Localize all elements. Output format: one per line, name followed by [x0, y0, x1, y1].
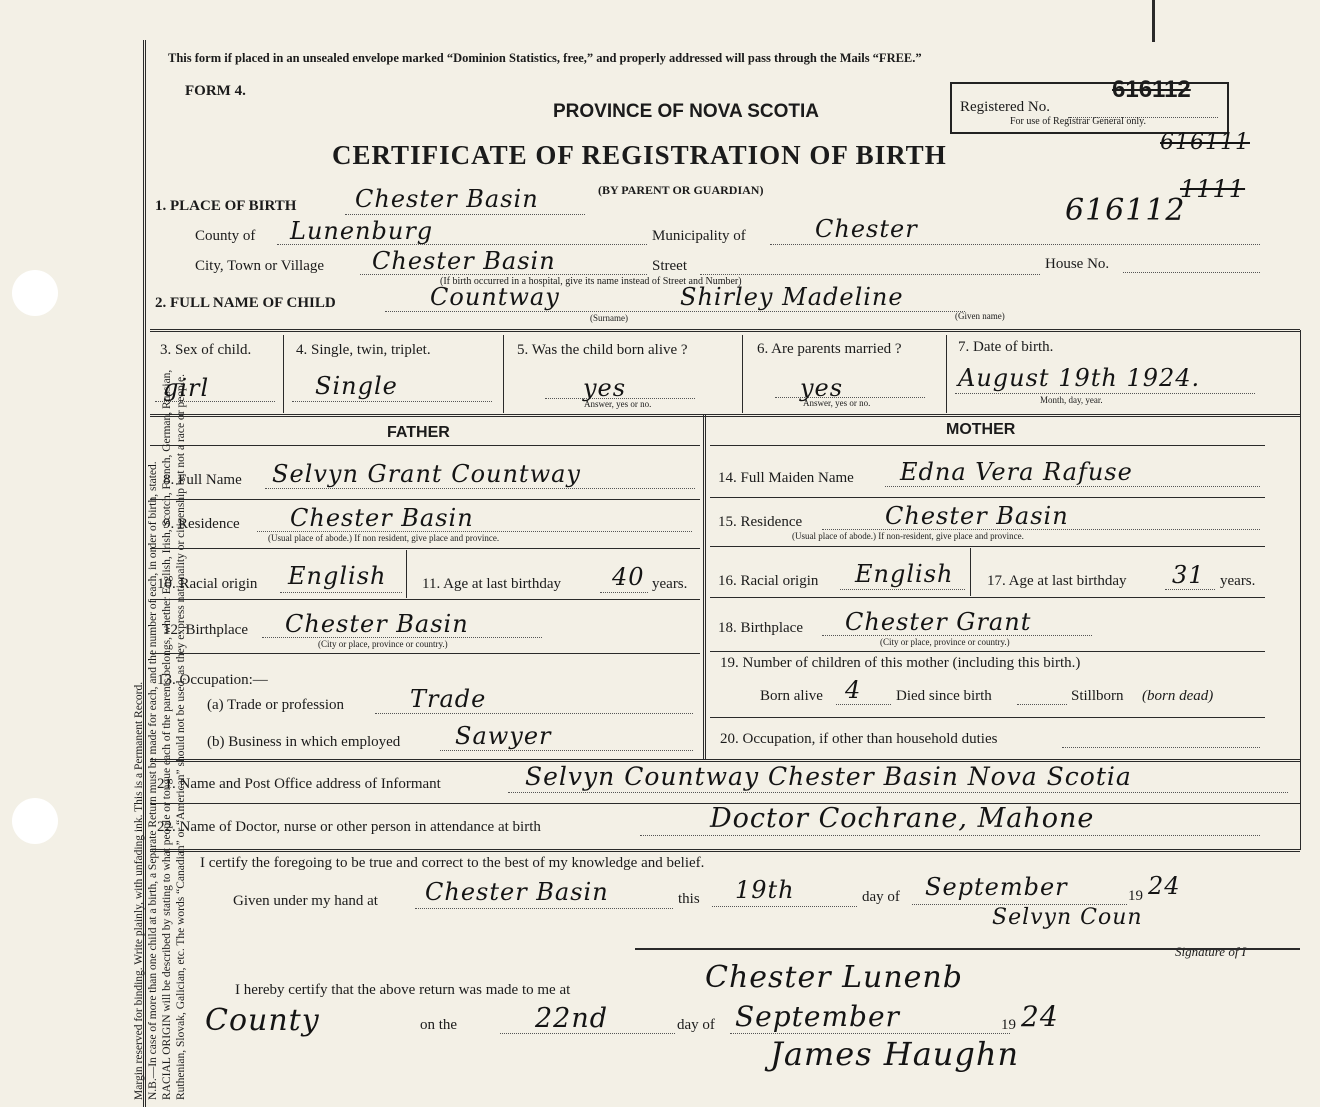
stamp-number-struck: 1111: [1180, 175, 1246, 203]
surname-value: Countway: [430, 283, 560, 311]
mother-name-label: 14. Full Maiden Name: [718, 470, 854, 486]
mother-children-label: 19. Number of children of this mother (including this birth.): [720, 655, 1081, 671]
father-heading: FATHER: [387, 424, 450, 441]
mail-note: This form if placed in an unsealed envelope marked “Dominion Statistics, free,” and properly addressed will pass through the Mails “FREE.”: [168, 51, 922, 65]
father-birthplace-label: 12. Birthplace: [163, 622, 248, 638]
registrar-statement: I hereby certify that the above return was made to me at: [235, 982, 571, 998]
form-number: FORM 4.: [185, 83, 246, 99]
province-heading: PROVINCE OF NOVA SCOTIA: [553, 101, 820, 122]
surname-caption: (Surname): [590, 313, 628, 323]
place-of-birth-label: 1. PLACE OF BIRTH: [155, 198, 297, 214]
given-place-value: Chester Basin: [425, 878, 609, 906]
doctor-value: Doctor Cochrane, Mahone: [710, 803, 1095, 834]
side-note-multiple-births: N.B.—In case of more than one child at a birth, a Separate Return must be made for each, and the number of each, in order of birth, stated.: [147, 461, 159, 1100]
father-race-label: 10. Racial origin: [157, 576, 258, 592]
center-divider: [703, 414, 706, 759]
mother-race-value: English: [855, 560, 954, 588]
registrar-place-value: Chester Lunenb: [705, 960, 963, 995]
city-label: City, Town or Village: [195, 258, 325, 274]
certify-year-prefix: 19: [1128, 888, 1143, 904]
municipality-label: Municipality of: [652, 228, 746, 244]
county-label: County of: [195, 228, 256, 244]
mother-age-value: 31: [1172, 561, 1205, 589]
trade-value: Trade: [410, 685, 487, 713]
stamp-number-main: 616112: [1065, 193, 1186, 228]
pen-stroke: [1152, 0, 1155, 42]
born-alive-label: 5. Was the child born alive ?: [517, 342, 688, 358]
father-age-years: years.: [652, 576, 688, 592]
side-note-racial-origin: RACIAL ORIGIN will be described by stating to what people or tongue each of the parents belongs, whether English, Irish, Scotch, French, German, Russian,: [161, 369, 173, 1100]
business-value: Sawyer: [455, 722, 552, 750]
informant-value: Selvyn Countway Chester Basin Nova Scotia: [525, 762, 1132, 791]
father-residence-value: Chester Basin: [290, 504, 474, 532]
sex-label: 3. Sex of child.: [160, 342, 252, 358]
certify-day-of-label: day of: [862, 889, 900, 905]
child-name-label: 2. FULL NAME OF CHILD: [155, 295, 336, 311]
registrar-year-value: 24: [1021, 1000, 1059, 1033]
certify-year-value: 24: [1148, 872, 1181, 900]
mother-age-label: 17. Age at last birthday: [987, 573, 1127, 589]
father-race-value: English: [288, 562, 387, 590]
signature-caption: Signature of I: [1175, 944, 1247, 959]
father-residence-label: 9. Residence: [163, 516, 240, 532]
registrar-note: For use of Registrar General only.: [1010, 116, 1146, 127]
certify-day-value: 19th: [735, 876, 795, 904]
left-border: [143, 40, 146, 1107]
mother-occupation-label: 20. Occupation, if other than household duties: [720, 731, 998, 747]
this-label: this: [678, 891, 700, 907]
plurality-label: 4. Single, twin, triplet.: [296, 342, 431, 358]
house-number-label: House No.: [1045, 256, 1110, 272]
trade-label: (a) Trade or profession: [207, 697, 345, 713]
informant-label: 21. Name and Post Office address of Informant: [157, 776, 441, 792]
occupation-label: 13. Occupation:—: [157, 672, 268, 688]
given-name-caption: (Given name): [955, 311, 1005, 321]
registrar-day-of-label: day of: [677, 1017, 715, 1033]
stamp-number-top: 616111: [1160, 130, 1250, 155]
registrar-year-prefix: 19: [1001, 1017, 1016, 1033]
page-title: CERTIFICATE OF REGISTRATION OF BIRTH: [332, 140, 947, 170]
father-age-label: 11. Age at last birthday: [422, 576, 561, 592]
registered-label: Registered No.: [960, 99, 1050, 115]
informant-signature: Selvyn Coun: [992, 905, 1143, 930]
dob-value: August 19th 1924.: [958, 364, 1201, 392]
registrar-county-value: County: [205, 1003, 320, 1038]
county-value: Lunenburg: [290, 217, 434, 245]
married-value: yes: [800, 374, 844, 402]
mother-residence-caption: (Usual place of abode.) If non-resident, give place and province.: [792, 531, 1024, 541]
certify-month-value: September: [925, 873, 1068, 901]
dob-label: 7. Date of birth.: [958, 339, 1054, 355]
doctor-label: 22. Name of Doctor, nurse or other person in attendance at birth: [157, 819, 541, 835]
dob-caption: Month, day, year.: [1040, 395, 1103, 405]
mother-name-value: Edna Vera Rafuse: [900, 458, 1133, 486]
married-caption: Answer, yes or no.: [803, 398, 871, 408]
side-note-racial-origin-cont: Ruthenian, Slovak, Galician, etc. The words “Canadian” or “American” should not be used, as they express nationality or citizenship but not a race or people.: [175, 374, 187, 1100]
married-label: 6. Are parents married ?: [757, 341, 902, 357]
father-age-value: 40: [612, 563, 645, 591]
mother-age-years: years.: [1220, 573, 1256, 589]
street-label: Street: [652, 258, 687, 274]
born-alive-value: yes: [583, 374, 627, 402]
father-birthplace-caption: (City or place, province or country.): [318, 639, 448, 649]
father-birthplace-value: Chester Basin: [285, 610, 469, 638]
father-name-value: Selvyn Grant Countway: [272, 460, 581, 488]
mother-birthplace-caption: (City or place, province or country.): [880, 637, 1010, 647]
registered-value: 616112: [1112, 76, 1191, 103]
born-alive-caption: Answer, yes or no.: [584, 399, 652, 409]
father-name-label: 8. Full Name: [163, 472, 242, 488]
mother-race-label: 16. Racial origin: [718, 573, 819, 589]
died-since-birth-label: Died since birth: [896, 688, 992, 704]
right-border: [1300, 330, 1301, 850]
binding-hole-top: [12, 270, 58, 316]
business-label: (b) Business in which employed: [207, 734, 401, 750]
plurality-value: Single: [315, 372, 398, 400]
father-residence-caption: (Usual place of abode.) If non resident, give place and province.: [268, 533, 500, 543]
given-under-hand-label: Given under my hand at: [233, 893, 378, 909]
side-note-binding: Margin reserved for binding. Write plainly, with unfading ink. This is a Permanent Record.: [133, 681, 145, 1100]
given-name-value: Shirley Madeline: [680, 283, 904, 311]
certify-statement: I certify the foregoing to be true and correct to the best of my knowledge and belief.: [200, 855, 705, 871]
stillborn-caption: (born dead): [1142, 688, 1214, 704]
registrar-signature: James Haughn: [770, 1035, 1020, 1073]
sex-value: girl: [163, 374, 210, 402]
binding-hole-bottom: [12, 798, 58, 844]
mother-birthplace-label: 18. Birthplace: [718, 620, 803, 636]
on-the-label: on the: [420, 1017, 458, 1033]
mother-heading: MOTHER: [946, 421, 1016, 438]
stillborn-label: Stillborn: [1071, 688, 1124, 704]
municipality-value: Chester: [815, 215, 918, 243]
mother-residence-label: 15. Residence: [718, 514, 803, 530]
by-parent-note: (BY PARENT OR GUARDIAN): [598, 183, 764, 197]
registrar-day-value: 22nd: [535, 1003, 609, 1034]
born-alive-count-label: Born alive: [760, 688, 823, 704]
registrar-month-value: September: [735, 1000, 900, 1033]
mother-birthplace-value: Chester Grant: [845, 608, 1032, 636]
place-of-birth-value: Chester Basin: [355, 185, 539, 213]
mother-residence-value: Chester Basin: [885, 502, 1069, 530]
born-alive-count-value: 4: [845, 676, 862, 704]
city-value: Chester Basin: [372, 247, 556, 275]
hospital-note: (If birth occurred in a hospital, give its name instead of Street and Number): [440, 276, 742, 287]
